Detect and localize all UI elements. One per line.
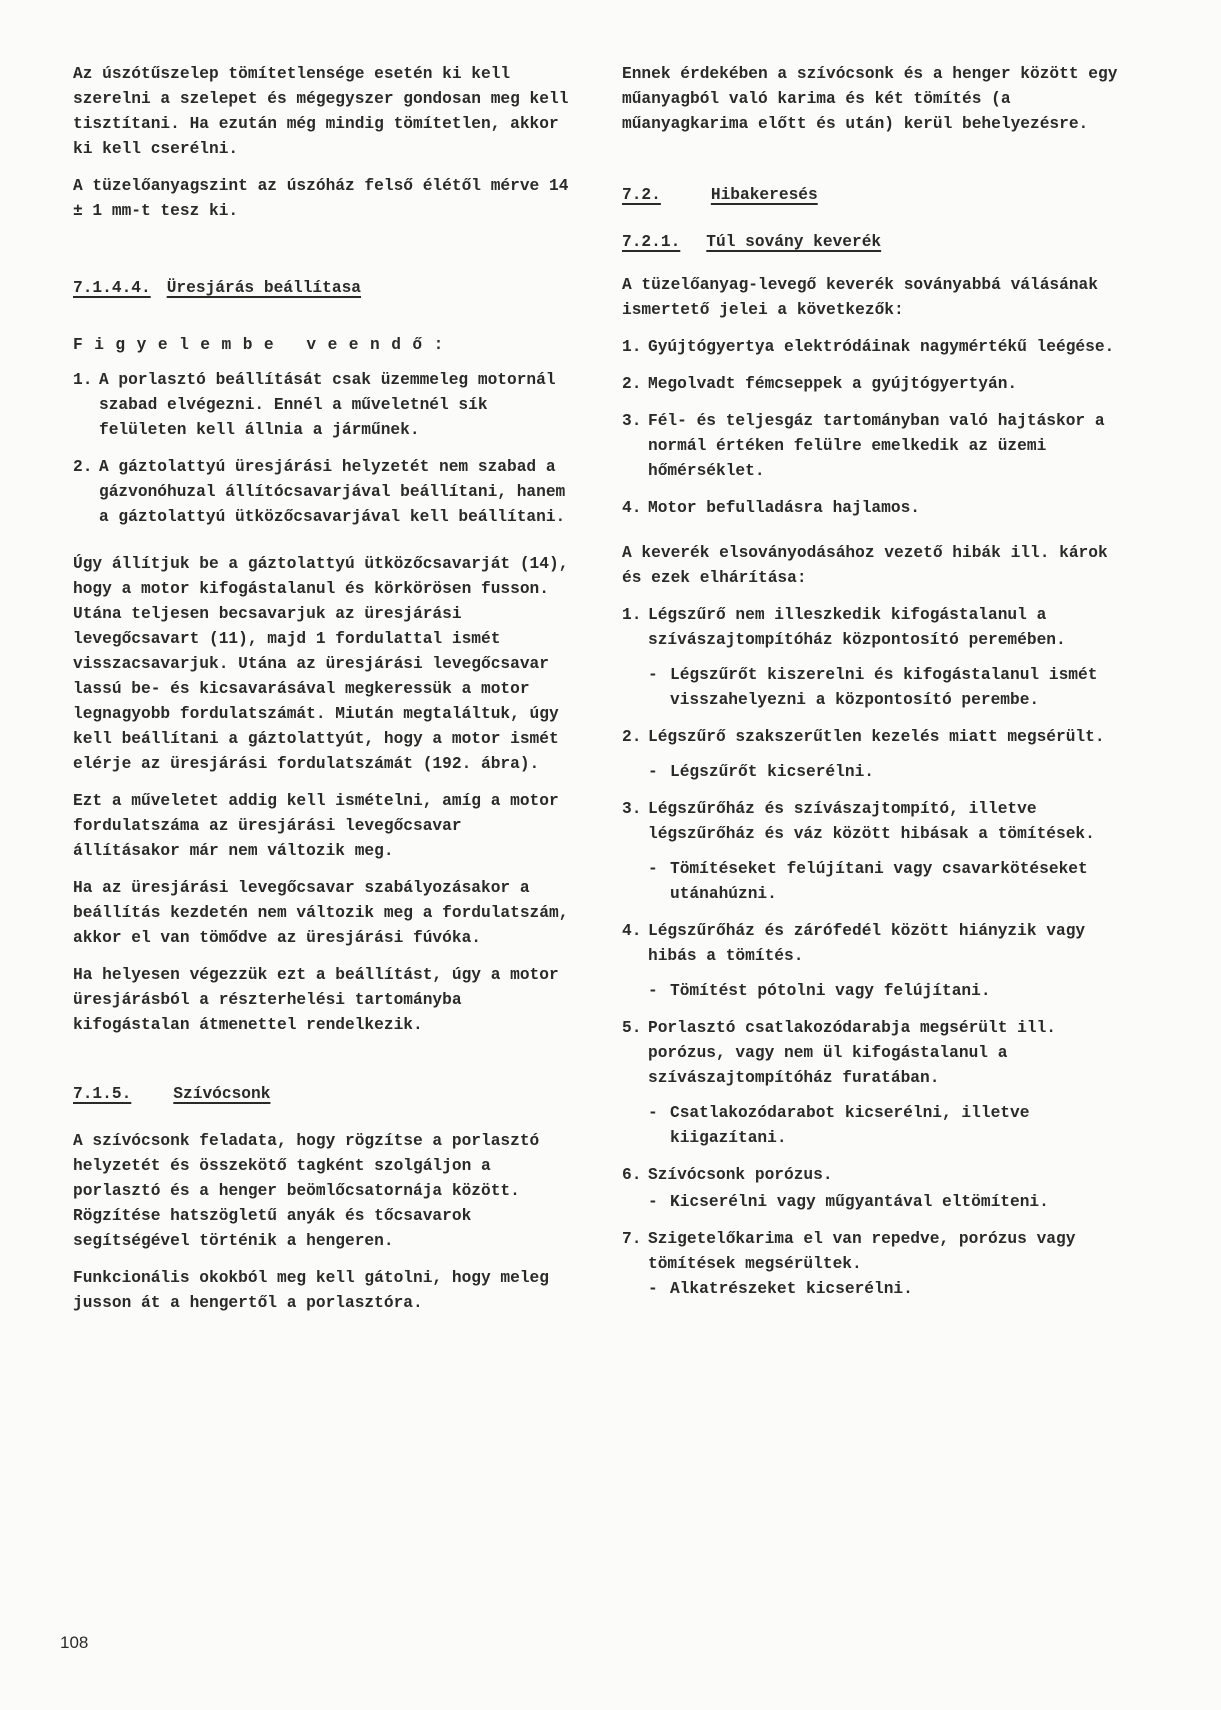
notes-list xyxy=(73,368,573,530)
fault-item: 2. Légszűrő szakszerűtlen kezelés miatt megsérült. - Légszűrőt kicserélni. xyxy=(622,725,1132,785)
paragraph: Ezt a műveletet addig kell ismételni, amíg a motor fordulatszáma az üresjárási levegőcsavar állításakor már nem változik meg. xyxy=(73,792,559,860)
right-column xyxy=(622,62,1132,1314)
fault-item: 7. Szigetelőkarima el van repedve, porózus vagy tömítések megsérültek. - Alkatrészeket kicserélni. xyxy=(622,1227,1132,1302)
heading-number: 7.2. xyxy=(622,186,661,204)
fault-item: 5. Porlasztó csatlakozódarabja megsérült ill. porózus, vagy nem ül kifogástalanul a szívászajtompítóház furatában. - Csatlakozódarabot kicserélni, illetve kiigazítani. xyxy=(622,1016,1132,1151)
heading-number: 7.1.5. xyxy=(73,1085,132,1103)
heading-title: Üresjárás beállítasa xyxy=(166,279,362,297)
fault-remedy: - Kicserélni vagy műgyantával eltömíteni. xyxy=(648,1193,1049,1211)
section-heading-7-2-1 xyxy=(622,230,1132,255)
heading-number: 7.2.1. xyxy=(622,233,681,251)
fault-remedy: - Légszűrőt kiszerelni és kifogástalanul ismét visszahelyezni a központosító perembe. xyxy=(648,666,1098,709)
list-item: 2. Megolvadt fémcseppek a gyújtógyertyán. xyxy=(622,375,1018,393)
section-heading-7-1-4-4 xyxy=(73,276,573,301)
paragraph: A tüzelőanyag-levegő keverék soványabbá válásának ismertető jelei a következők: xyxy=(622,276,1098,319)
heading-title: Szívócsonk xyxy=(173,1085,271,1103)
list-item: 3. Fél- és teljesgáz tartományban való hajtáskor a normál értéken felülre emelkedik az üzemi hőmérséklet. xyxy=(622,412,1105,480)
fault-item: 6. Szívócsonk porózus. - Kicserélni vagy műgyantával eltömíteni. xyxy=(622,1163,1132,1215)
paragraph: Ha helyesen végezzük ezt a beállítást, úgy a motor üresjárásból a részterhelési tartományba kifogástalan átmenettel rendelkezik. xyxy=(73,966,559,1034)
section-heading-7-1-5 xyxy=(73,1082,573,1107)
fault-remedy: - Tömítéseket felújítani vagy csavarkötéseket utánahúzni. xyxy=(648,860,1088,903)
paragraph: A keverék elsoványodásához vezető hibák ill. károk és ezek elhárítása: xyxy=(622,544,1108,587)
fault-remedy: - Alkatrészeket kicserélni. xyxy=(648,1280,913,1298)
faults-list xyxy=(622,603,1132,1302)
fault-remedy: - Légszűrőt kicserélni. xyxy=(648,763,874,781)
paragraph: Ennek érdekében a szívócsonk és a henger között egy műanyagból való karima és két tömítés (a műanyagkarima előtt és után) kerül behelyezésre. xyxy=(622,65,1118,133)
fault-item: 4. Légszűrőház és zárófedél között hiányzik vagy hibás a tömítés. - Tömítést pótolni vagy felújítani. xyxy=(622,919,1132,1004)
list-item: 2. A gáztolattyú üresjárási helyzetét nem szabad a gázvonóhuzal állítócsavarjával beállítani, hanem a gáztolattyú ütközőcsavarjával kell beállítani. xyxy=(73,458,566,526)
paragraph: A szívócsonk feladata, hogy rögzítse a porlasztó helyzetét és összekötő tagként szolgáljon a porlasztó és a henger beömlőcsatornája között. Rögzítése hatszögletű anyák és tőcsavarok segítségével történik a hengeren. xyxy=(73,1132,540,1250)
fault-remedy: - Tömítést pótolni vagy felújítani. xyxy=(648,982,991,1000)
heading-title: Hibakeresés xyxy=(710,186,818,204)
paragraph: Úgy állítjuk be a gáztolattyú ütközőcsavarját (14), hogy a motor kifogástalanul és körkörösen fusson. Utána teljesen becsavarjuk az üresjárási levegőcsavart (11), majd 1 fordulattal ismét visszacsavarjuk. Utána az üresjárási levegőcsavar lassú be- és kicsavarásával megkeressük a motor legnagyobb fordulatszámát. Miután megtaláltuk, úgy kell beállítani a gáztolattyút, hogy a motor ismét elérje az üresjárási fordulatszámát (192. ábra). xyxy=(73,555,569,773)
fault-item: 3. Légszűrőház és szívászajtompító, illetve légszűrőház és váz között hibásak a tömítések. - Tömítéseket felújítani vagy csavarkötéseket utánahúzni. xyxy=(622,797,1132,907)
list-item: 1. Gyújtógyertya elektródáinak nagymértékű leégése. xyxy=(622,338,1115,356)
list-item: 4. Motor befulladásra hajlamos. xyxy=(622,499,920,517)
section-heading-7-2 xyxy=(622,183,1132,208)
heading-title: Túl sovány keverék xyxy=(706,233,882,251)
list-item: 1. A porlasztó beállítását csak üzemmeleg motornál szabad elvégezni. Ennél a műveletnél sík felületen kell állnia a járműnek. xyxy=(73,371,556,439)
signs-list xyxy=(622,335,1132,521)
paragraph: Az úszótűszelep tömítetlensége esetén ki kell szerelni a szelepet és mégegyszer gondosan meg kell tisztítani. Ha ezután még mindig tömítetlen, akkor ki kell cserélni. xyxy=(73,65,569,158)
note-label: Figyelembe veendő: xyxy=(73,336,455,354)
left-column xyxy=(73,62,573,1328)
page-number: 108 xyxy=(60,1633,89,1652)
fault-item: 1. Légszűrő nem illeszkedik kifogástalanul a szívászajtompítóház központosító peremében. - Légszűrőt kiszerelni és kifogástalanul ismét visszahelyezni a központosító perembe. xyxy=(622,603,1132,713)
paragraph: A tüzelőanyagszint az úszóház felső élétől mérve 14 ± 1 mm-t tesz ki. xyxy=(73,177,569,220)
fault-remedy: - Csatlakozódarabot kicserélni, illetve kiigazítani. xyxy=(648,1104,1030,1147)
paragraph: Funkcionális okokból meg kell gátolni, hogy meleg jusson át a hengertől a porlasztóra. xyxy=(73,1269,549,1312)
paragraph: Ha az üresjárási levegőcsavar szabályozásakor a beállítás kezdetén nem változik meg a fordulatszám, akkor el van tömődve az üresjárási fúvóka. xyxy=(73,879,569,947)
heading-number: 7.1.4.4. xyxy=(73,279,151,297)
